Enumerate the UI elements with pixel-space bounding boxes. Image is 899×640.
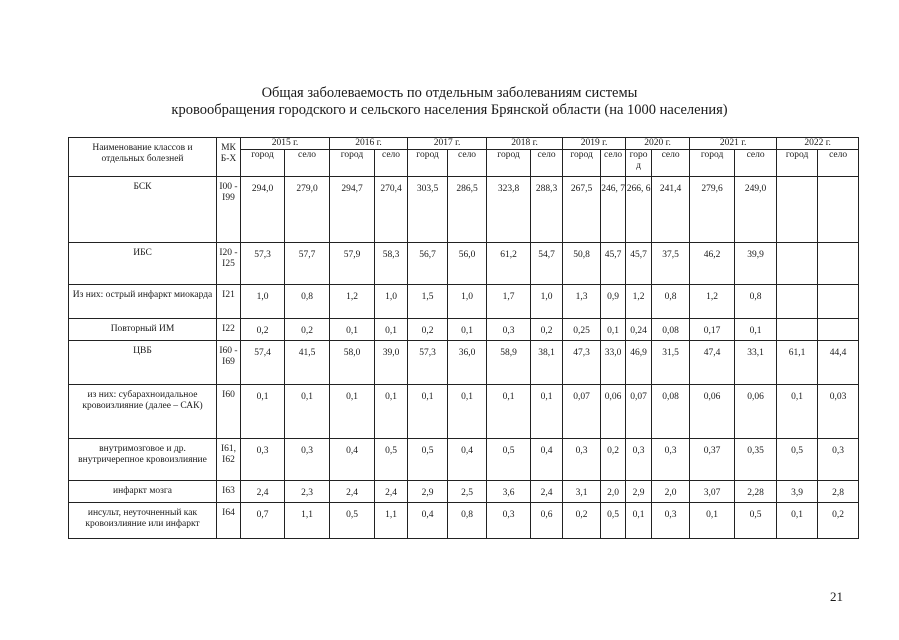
row-value: 37,5: [652, 243, 690, 285]
row-value: 0,2: [818, 503, 859, 539]
row-value: 0,2: [285, 319, 330, 341]
row-value: 270,4: [375, 177, 408, 243]
header-mkb-col: МК Б-Х: [217, 138, 241, 177]
header-name-col: Наименование классов и отдельных болезней: [69, 138, 217, 177]
header-subcol: село: [818, 150, 859, 177]
row-value: 38,1: [531, 341, 563, 385]
row-value: 1,1: [285, 503, 330, 539]
header-subcol: город: [777, 150, 818, 177]
row-value: 61,2: [487, 243, 531, 285]
row-value: 57,3: [408, 341, 448, 385]
header-subcol: город: [241, 150, 285, 177]
document-title: [0, 85, 899, 119]
row-value: 0,1: [375, 319, 408, 341]
row-value: 246, 7: [601, 177, 626, 243]
row-value: 47,4: [690, 341, 735, 385]
row-value: [777, 285, 818, 319]
row-value: 54,7: [531, 243, 563, 285]
morbidity-table: [68, 137, 859, 539]
row-value: [818, 177, 859, 243]
row-value: 0,06: [690, 385, 735, 439]
header-subcol: село: [531, 150, 563, 177]
row-value: 0,8: [448, 503, 487, 539]
row-value: 0,8: [285, 285, 330, 319]
title-line-1: Общая заболеваемость по отдельным заболеваниям системы: [261, 85, 638, 101]
row-value: 0,8: [652, 285, 690, 319]
row-value: 286,5: [448, 177, 487, 243]
row-mkb-code: I22: [217, 319, 241, 341]
row-value: 0,8: [735, 285, 777, 319]
row-value: 1,2: [330, 285, 375, 319]
row-value: 61,1: [777, 341, 818, 385]
header-subcol: село: [652, 150, 690, 177]
row-value: 0,1: [408, 385, 448, 439]
row-name: БСК: [69, 177, 217, 243]
row-name: ИБС: [69, 243, 217, 285]
row-value: 249,0: [735, 177, 777, 243]
row-value: 0,2: [531, 319, 563, 341]
header-subcol: город: [408, 150, 448, 177]
row-value: 0,4: [330, 439, 375, 481]
row-value: 2,4: [330, 481, 375, 503]
row-value: 33,1: [735, 341, 777, 385]
table-row: [69, 243, 859, 285]
row-value: 2,4: [241, 481, 285, 503]
row-value: 0,4: [531, 439, 563, 481]
row-value: 0,1: [448, 385, 487, 439]
row-value: 2,28: [735, 481, 777, 503]
row-mkb-code: I64: [217, 503, 241, 539]
row-value: 2,9: [626, 481, 652, 503]
row-value: 0,5: [330, 503, 375, 539]
row-value: 58,9: [487, 341, 531, 385]
row-value: 279,0: [285, 177, 330, 243]
row-value: 56,0: [448, 243, 487, 285]
row-mkb-code: I63: [217, 481, 241, 503]
row-value: 45,7: [626, 243, 652, 285]
row-value: 0,2: [408, 319, 448, 341]
row-value: 0,06: [601, 385, 626, 439]
row-value: 0,3: [652, 439, 690, 481]
row-value: [818, 285, 859, 319]
row-value: 2,3: [285, 481, 330, 503]
row-value: 47,3: [563, 341, 601, 385]
row-value: 2,0: [652, 481, 690, 503]
row-value: 2,4: [375, 481, 408, 503]
row-value: 0,1: [375, 385, 408, 439]
header-year: 2017 г.: [408, 138, 487, 150]
row-name: ЦВБ: [69, 341, 217, 385]
row-value: 323,8: [487, 177, 531, 243]
row-value: 0,24: [626, 319, 652, 341]
row-value: 0,7: [241, 503, 285, 539]
header-subcol: горо д: [626, 150, 652, 177]
row-value: 0,3: [285, 439, 330, 481]
row-value: 294,7: [330, 177, 375, 243]
row-value: 2,0: [601, 481, 626, 503]
row-value: 0,5: [375, 439, 408, 481]
table-row: [69, 319, 859, 341]
row-value: 2,8: [818, 481, 859, 503]
table-row: [69, 285, 859, 319]
title-line-2: кровообращения городского и сельского населения Брянской области (на 1000 населения): [171, 102, 728, 118]
row-value: 0,5: [408, 439, 448, 481]
row-mkb-code: I60: [217, 385, 241, 439]
table-row: [69, 177, 859, 243]
row-value: 57,3: [241, 243, 285, 285]
row-value: 39,0: [375, 341, 408, 385]
row-value: 58,3: [375, 243, 408, 285]
row-value: 0,3: [241, 439, 285, 481]
row-value: 0,37: [690, 439, 735, 481]
row-value: 1,0: [241, 285, 285, 319]
row-value: 0,4: [448, 439, 487, 481]
table-row: [69, 341, 859, 385]
row-value: 0,1: [626, 503, 652, 539]
header-subcol: село: [601, 150, 626, 177]
header-year: 2020 г.: [626, 138, 690, 150]
row-value: 0,06: [735, 385, 777, 439]
row-value: 1,0: [375, 285, 408, 319]
row-value: 36,0: [448, 341, 487, 385]
row-name: Из них: острый инфаркт миокарда: [69, 285, 217, 319]
row-value: 33,0: [601, 341, 626, 385]
row-value: 0,17: [690, 319, 735, 341]
row-value: 0,3: [487, 319, 531, 341]
row-value: 0,3: [626, 439, 652, 481]
header-year: 2018 г.: [487, 138, 563, 150]
header-subcol: село: [375, 150, 408, 177]
row-value: 1,0: [448, 285, 487, 319]
table-row: [69, 385, 859, 439]
row-value: 0,1: [531, 385, 563, 439]
row-value: 0,5: [601, 503, 626, 539]
row-value: 2,5: [448, 481, 487, 503]
header-year: 2021 г.: [690, 138, 777, 150]
row-value: 0,08: [652, 385, 690, 439]
header-row-years: [69, 138, 859, 150]
row-name: инфаркт мозга: [69, 481, 217, 503]
row-value: 1,2: [690, 285, 735, 319]
row-mkb-code: I60 - I69: [217, 341, 241, 385]
row-value: 31,5: [652, 341, 690, 385]
row-value: 1,7: [487, 285, 531, 319]
row-value: 0,1: [735, 319, 777, 341]
row-value: 56,7: [408, 243, 448, 285]
header-year: 2022 г.: [777, 138, 859, 150]
row-value: 0,25: [563, 319, 601, 341]
header-year: 2015 г.: [241, 138, 330, 150]
row-value: 0,3: [652, 503, 690, 539]
row-value: 2,4: [531, 481, 563, 503]
header-year: 2019 г.: [563, 138, 626, 150]
row-value: 0,1: [330, 385, 375, 439]
row-value: [777, 319, 818, 341]
row-value: [777, 243, 818, 285]
row-value: 45,7: [601, 243, 626, 285]
row-mkb-code: I61, I62: [217, 439, 241, 481]
row-value: 0,6: [531, 503, 563, 539]
row-value: 50,8: [563, 243, 601, 285]
header-subcol: город: [690, 150, 735, 177]
row-value: 0,1: [777, 385, 818, 439]
row-value: 0,9: [601, 285, 626, 319]
row-value: 3,6: [487, 481, 531, 503]
row-value: 46,2: [690, 243, 735, 285]
row-value: [777, 177, 818, 243]
row-value: 0,2: [601, 439, 626, 481]
row-value: 0,1: [487, 385, 531, 439]
row-value: 294,0: [241, 177, 285, 243]
row-value: 0,1: [601, 319, 626, 341]
row-name: Повторный ИМ: [69, 319, 217, 341]
row-value: 1,3: [563, 285, 601, 319]
header-subcol: село: [448, 150, 487, 177]
row-value: 288,3: [531, 177, 563, 243]
row-value: 0,2: [241, 319, 285, 341]
row-value: 1,5: [408, 285, 448, 319]
row-value: 0,3: [818, 439, 859, 481]
header-year: 2016 г.: [330, 138, 408, 150]
row-value: 0,1: [690, 503, 735, 539]
header-subcol: село: [285, 150, 330, 177]
row-value: 57,9: [330, 243, 375, 285]
row-value: 3,07: [690, 481, 735, 503]
row-value: 0,08: [652, 319, 690, 341]
row-name: внутримозговое и др. внутричерепное кровоизлияние: [69, 439, 217, 481]
page-number: 21: [830, 589, 843, 604]
row-value: 0,1: [777, 503, 818, 539]
row-value: 58,0: [330, 341, 375, 385]
table-row: [69, 481, 859, 503]
row-value: 57,4: [241, 341, 285, 385]
row-value: 46,9: [626, 341, 652, 385]
header-subcol: город: [487, 150, 531, 177]
row-name: из них: субарахноидальное кровоизлияние (далее – САК): [69, 385, 217, 439]
row-value: 0,07: [563, 385, 601, 439]
header-subcol: город: [330, 150, 375, 177]
header-subcol: село: [735, 150, 777, 177]
row-mkb-code: I20 - I25: [217, 243, 241, 285]
row-value: 0,1: [241, 385, 285, 439]
row-value: 0,35: [735, 439, 777, 481]
row-value: 1,2: [626, 285, 652, 319]
table-row: [69, 439, 859, 481]
row-value: 2,9: [408, 481, 448, 503]
header-subcol: город: [563, 150, 601, 177]
row-value: 41,5: [285, 341, 330, 385]
row-value: 267,5: [563, 177, 601, 243]
row-value: 241,4: [652, 177, 690, 243]
row-value: 0,1: [330, 319, 375, 341]
row-value: 0,3: [487, 503, 531, 539]
row-value: 0,5: [735, 503, 777, 539]
row-mkb-code: I00 - I99: [217, 177, 241, 243]
row-value: 0,1: [285, 385, 330, 439]
row-value: 303,5: [408, 177, 448, 243]
row-value: 1,1: [375, 503, 408, 539]
row-value: 0,03: [818, 385, 859, 439]
row-value: 0,07: [626, 385, 652, 439]
row-value: 279,6: [690, 177, 735, 243]
row-value: 0,3: [563, 439, 601, 481]
row-value: 3,9: [777, 481, 818, 503]
row-value: [818, 319, 859, 341]
table-row: [69, 503, 859, 539]
row-value: 57,7: [285, 243, 330, 285]
row-value: 44,4: [818, 341, 859, 385]
row-value: 3,1: [563, 481, 601, 503]
row-value: 0,1: [448, 319, 487, 341]
row-name: инсульт, неуточненный как кровоизлияние или инфаркт: [69, 503, 217, 539]
row-value: 39,9: [735, 243, 777, 285]
row-value: 0,5: [487, 439, 531, 481]
row-mkb-code: I21: [217, 285, 241, 319]
row-value: [818, 243, 859, 285]
row-value: 0,2: [563, 503, 601, 539]
row-value: 0,4: [408, 503, 448, 539]
row-value: 266, 6: [626, 177, 652, 243]
row-value: 1,0: [531, 285, 563, 319]
row-value: 0,5: [777, 439, 818, 481]
